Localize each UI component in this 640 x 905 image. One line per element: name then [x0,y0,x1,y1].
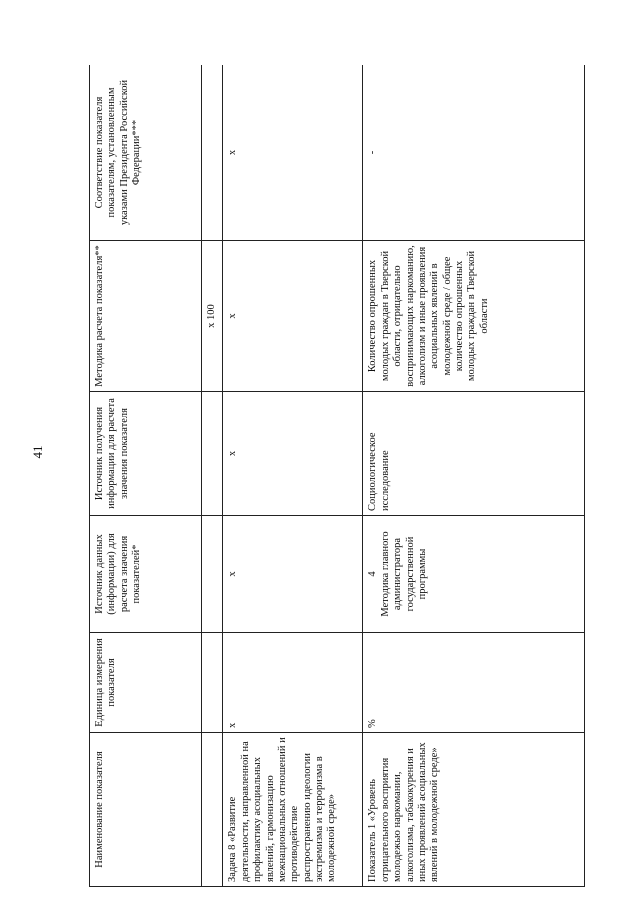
task8-unit: х [227,722,239,728]
indicator1-unit: % [367,719,379,728]
indicator1-correspondence: - [363,65,585,241]
header-correspondence: Соответствие показателя показателям, установленным указами Президента Российской Федерации*** [90,65,202,241]
header-unit: Единица измерения показателя [90,633,202,733]
table-row [223,65,363,887]
header-method: Методика расчета показателя** [90,241,202,392]
empty-cell [202,633,223,733]
header-source-info: Источник получения информации для расчета значения показателя [90,392,202,516]
formula-row [202,65,223,887]
indicators-table [89,65,585,887]
indicator1-source-data-num: 4 [367,571,379,577]
task8-method: х [227,313,239,319]
empty-cell [202,65,223,241]
empty-cell [202,392,223,516]
empty-cell [202,733,223,887]
indicator1-source-info: Социологическое исследование [363,392,585,516]
rotated-table-frame [89,65,585,887]
task8-source-data: х [227,571,239,577]
indicator1-source-data-cell [363,516,585,633]
empty-cell [202,516,223,633]
indicator1-method: Количество опрошенных молодых граждан в Тверской области, отрицательно воспринимающих наркоманию, алкоголизм и иные проявления асоциальных явлений в молодежной среде / общее количество опрошенных молодых граждан в Тверской области [363,241,585,392]
table-row [363,65,585,887]
page-number: 41 [30,445,45,459]
task8-name: Задача 8 «Развитие деятельности, направленной на профилактику асоциальных явлений, гармонизацию межнациональных отношений и противодействие распространению идеологии экстремизма и терроризма в молодежной среде» [223,733,363,887]
task8-correspondence: х [227,149,239,156]
task8-source-info: х [227,450,239,457]
header-source-data: Источник данных (информации) для расчета значения показателей* [90,516,202,633]
header-name: Наименование показателя [90,733,202,887]
table-sheet [89,65,585,887]
indicator1-name: Показатель 1 «Уровень отрицательного восприятия молодежью наркомании, алкоголизма, табакокурения и иных проявлений асоциальных явлений в молодежной среде» [363,733,585,887]
formula-factor: х 100 [202,241,223,392]
header-row [90,65,202,887]
indicator1-source-data: Методика главного администратора государственной программы [379,531,428,617]
